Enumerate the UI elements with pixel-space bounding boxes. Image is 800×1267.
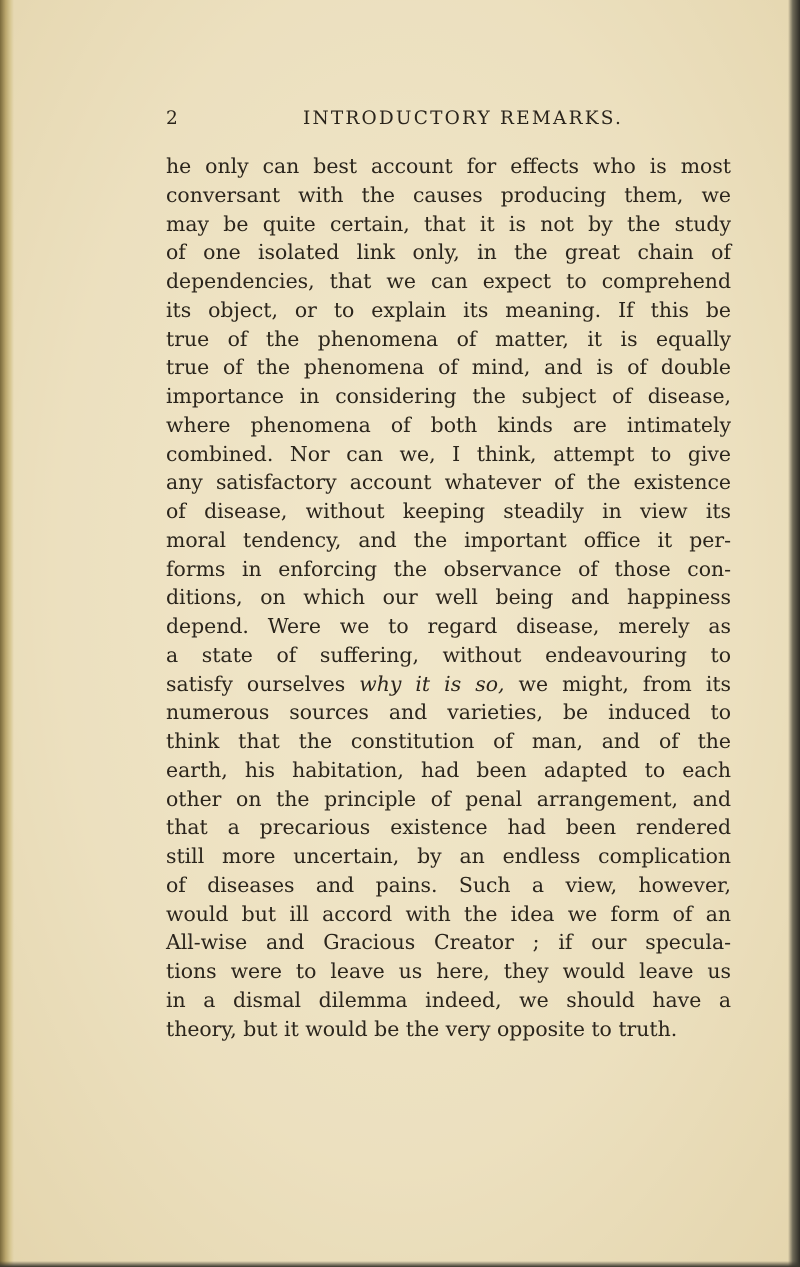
page-right-edge [788,0,800,1267]
text-line: dependencies, that we can expect to comprehend [166,269,731,293]
running-head [166,108,731,136]
text-line: forms in enforcing the observance of those con- [166,556,731,581]
text-line: in a dismal dilemma indeed, we should have a [166,987,731,1012]
text-line: think that the constitution of man, and of the [166,729,731,753]
running-head-title: INTRODUCTORY REMARKS. [302,108,624,129]
text-line: he only can best account for effects who is most [166,154,731,178]
text-line: earth, his habitation, had been adapted to each [166,757,731,782]
text-line: true of the phenomena of mind, and is of double [166,355,731,380]
text-line: may be quite certain, that it is not by the study [166,211,731,236]
text-line: would but ill accord with the idea we form of an [166,901,731,926]
text-line: still more uncertain, by an endless complication [166,844,731,868]
text-line: importance in considering the subject of disease, [166,384,731,408]
text-line: depend. Were we to regard disease, merely as [166,614,731,638]
page-bottom-edge [0,1261,800,1267]
text-line: conversant with the causes producing them, we [166,182,731,207]
page-binding-edge [0,0,14,1267]
text-line: moral tendency, and the important office it per- [166,527,731,552]
text-line: its object, or to explain its meaning. If this be [166,297,731,322]
text-line: theory, but it would be the very opposite to truth. [166,1016,678,1041]
page-number: 2 [166,108,180,129]
italic-phrase: why it is so, [359,671,505,696]
text-line: any satisfactory account whatever of the existence [166,470,731,495]
line-segment: we might, from its [504,671,732,696]
text-line: other on the principle of penal arrangement, and [166,786,731,811]
text-line: that a precarious existence had been rendered [166,815,731,840]
text-line: tions were to leave us here, they would leave us [166,959,731,983]
text-line: numerous sources and varieties, be induced to [166,700,731,725]
text-line: of one isolated link only, in the great chain of [166,240,731,265]
text-line: ditions, on which our well being and happiness [166,585,731,610]
text-line: a state of suffering, without endeavouring to [166,642,731,667]
text-line: of diseases and pains. Such a view, however, [166,872,731,897]
text-line: combined. Nor can we, I think, attempt to give [166,441,731,466]
text-line: of disease, without keeping steadily in view its [166,499,731,523]
line-segment: satisfy ourselves [166,671,360,696]
text-line-with-italic [166,670,731,699]
text-line: All-wise and Gracious Creator ; if our specula- [166,930,731,955]
text-line: true of the phenomena of matter, it is equally [166,326,731,351]
body-text [166,152,731,1043]
text-line: where phenomena of both kinds are intimately [166,412,731,437]
